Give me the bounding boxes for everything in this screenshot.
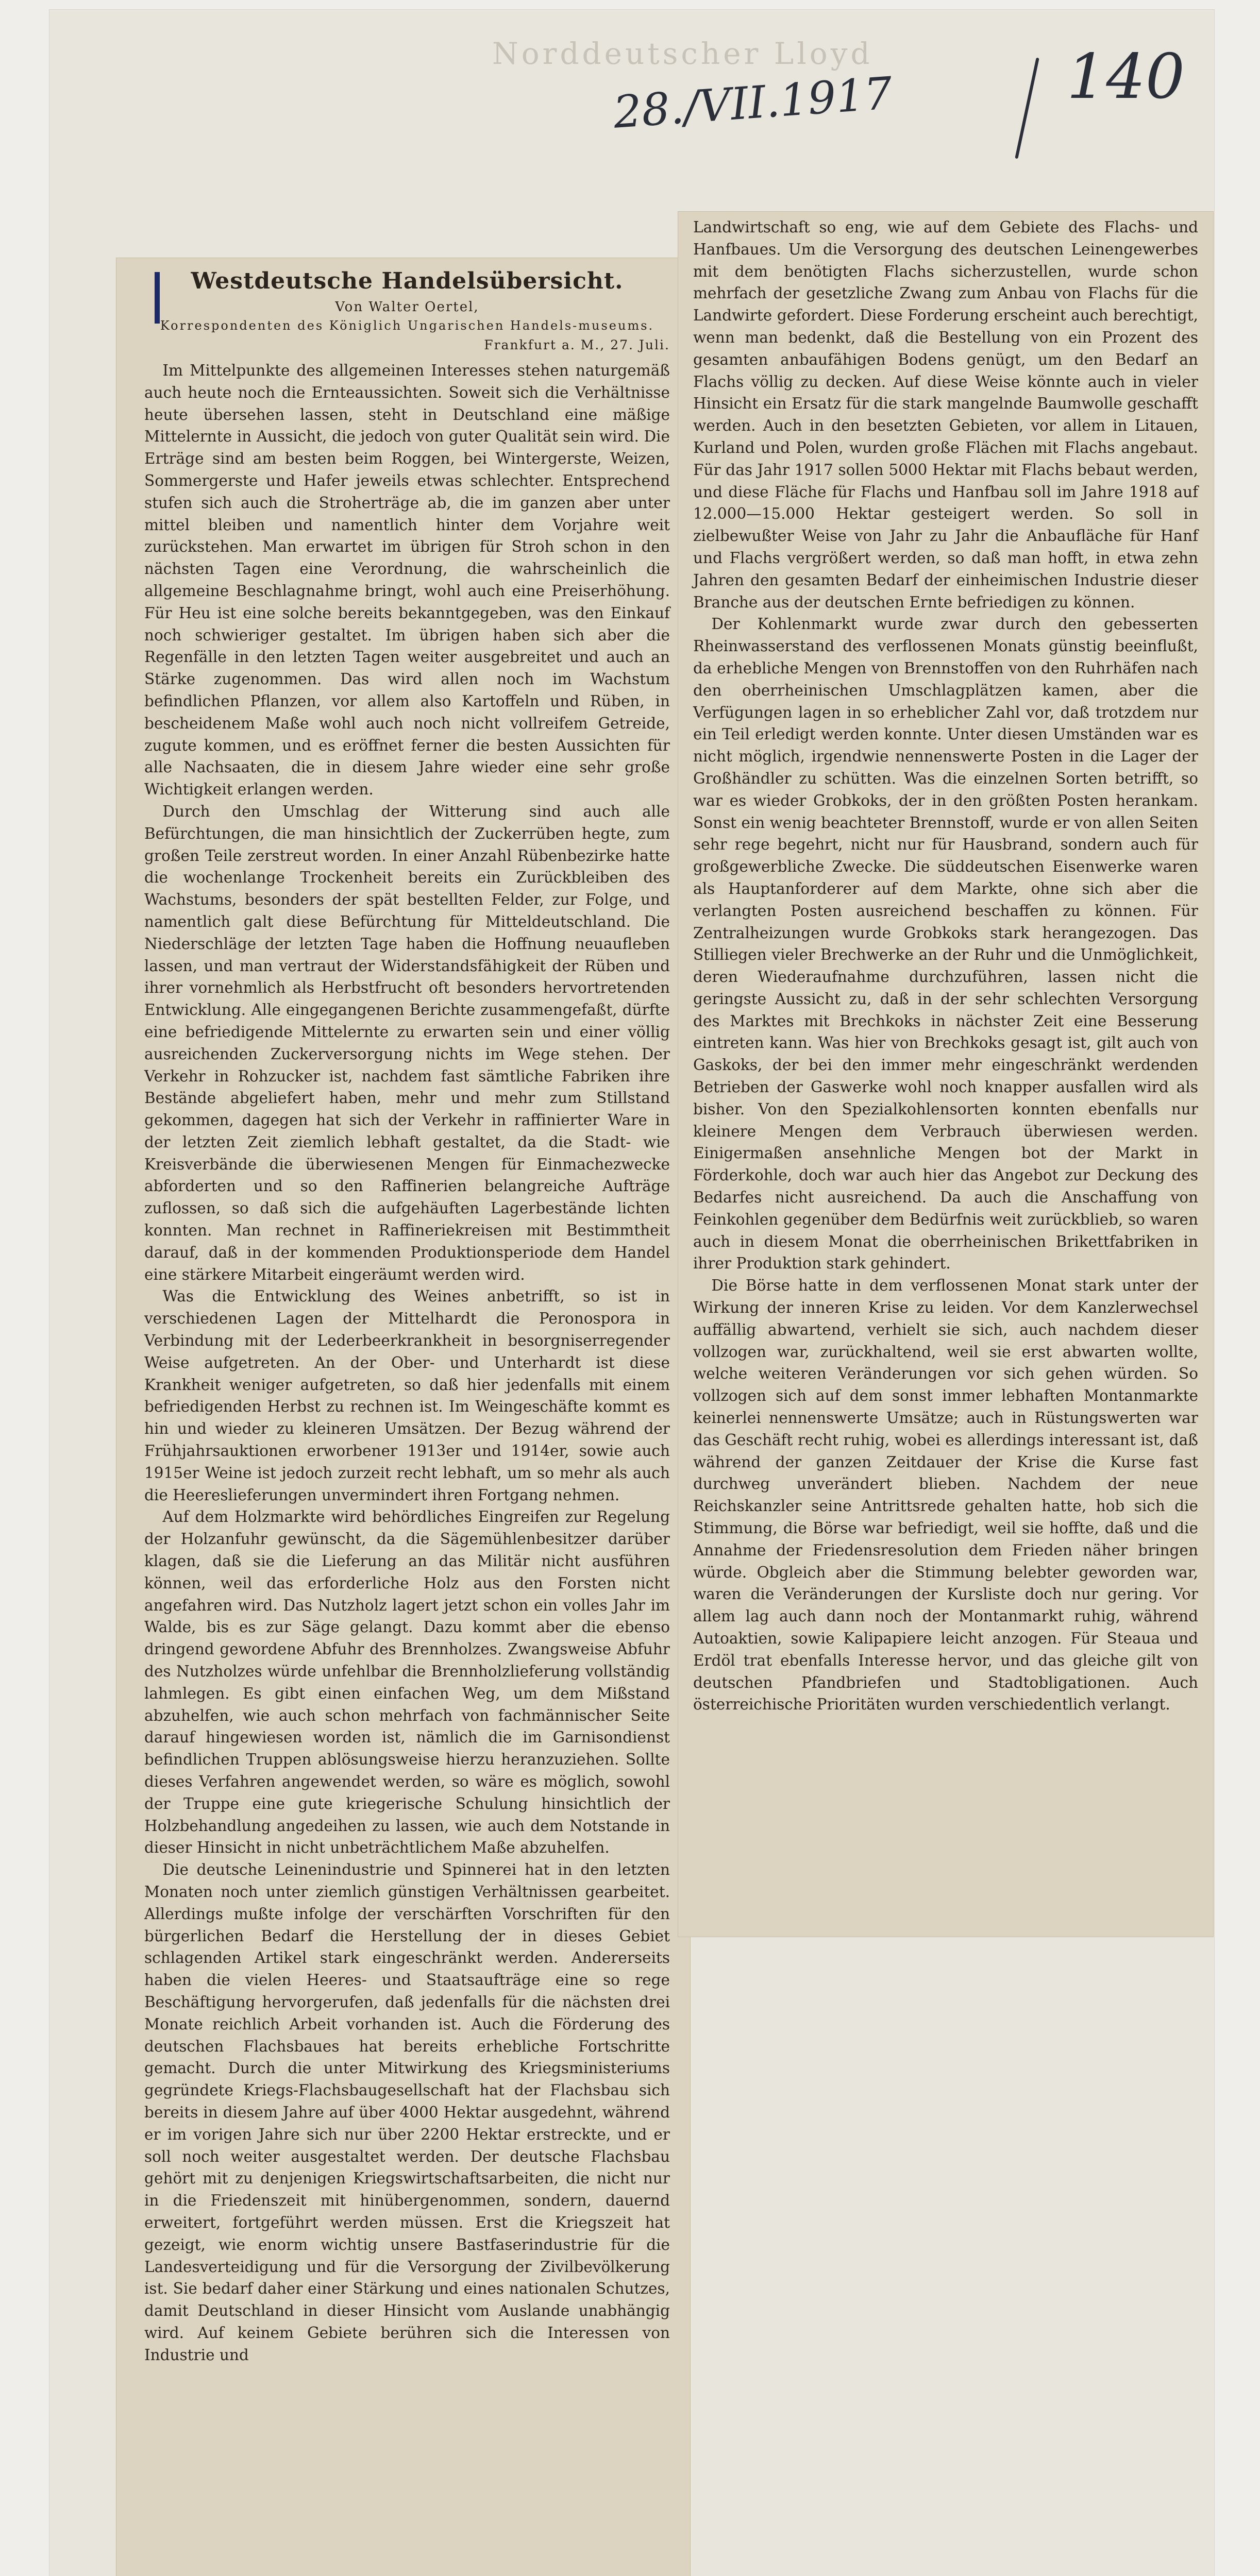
article-affiliation: Korrespondenten des Königlich Ungarischen Handels-museums.: [160, 318, 654, 333]
paragraph-ernte: Im Mittelpunkte des allgemeinen Interesses stehen naturgemäß auch heute noch die Ernteaussichten. Soweit sich die Verhältnisse heute übersehen lassen, steht in Deutschland eine mäßige Mittelernte in Aussicht, die jedoch von guter Qualität sein wird. Die Erträge sind am besten beim Roggen, bei Wintergerste, Weizen, Sommergerste und Hafer jeweils etwas schlechter. Entsprechend stufen sich auch die Stroherträge ab, die im ganzen aber unter mittel bleiben und namentlich hinter dem Vorjahre weit zurückstehen. Man erwartet im übrigen für Stroh schon in den nächsten Tagen eine Verordnung, die wahrscheinlich die allgemeine Beschlagnahme bringt, wohl auch eine Preiserhöhung. Für Heu ist eine solche bereits bekanntgegeben, was den Einkauf noch schwieriger gestaltet. Im übrigen haben sich aber die Regenfälle in den letzten Tagen weiter ausgebreitet und auch an Stärke zugenommen. Das wird allen noch im Wachstum befindlichen Pflanzen, vor allem also Kartoffeln und Rüben, in bescheidenem Maße wohl auch noch nicht vollreifem Getreide, zugute kommen, und es eröffnet ferner die besten Aussichten für alle Nachsaaten, die in diesem Jahre wieder eine sehr große Wichtigkeit erlangen werden.: [144, 362, 670, 799]
article-dateline: Frankfurt a. M., 27. Juli.: [484, 337, 670, 352]
clipping-left-column: [116, 258, 691, 2576]
clipping-right-column: [678, 211, 1214, 1937]
paragraph-zucker: Durch den Umschlag der Witterung sind auch alle Befürchtungen, die man hinsichtlich der Zuckerrüben hegte, zum großen Teile zerstreut worden. In einer Anzahl Rübenbezirke hatte die wochenlange Trockenheit bereits ein Zurückbleiben des Wachstums, besonders der spät bestellten Felder, zur Folge, und namentlich galt diese Befürchtung für Mitteldeutschland. Die Niederschläge der letzten Tage haben die Hoffnung neuaufleben lassen, und man vertraut der Widerstandsfähigkeit der Rüben und ihrer vornehmlich als Herbstfrucht oft besonders hervortretenden Entwicklung. Alle eingegangenen Berichte zusammengefaßt, dürfte eine befriedigende Mittelernte zu erwarten sein und einer völlig ausreichenden Zuckerversorgung nichts im Wege stehen. Der Verkehr in Rohzucker ist, nachdem fast sämtliche Fabriken ihre Bestände abgeliefert haben, mehr und mehr zum Stillstand gekommen, dagegen hat sich der Verkehr in raffinierter Ware in der letzten Zeit ziemlich lebhaft gestaltet, da die Stadt- wie Kreisverbände die überwiesenen Mengen für Einmachezwecke abforderten und so den Raffinerien belangreiche Aufträge zuflossen, so daß sich die aufgehäuften Lagerbestände lichten konnten. Man rechnet in Raffineriekreisen mit Bestimmtheit darauf, daß in der kommenden Produktionsperiode dem Handel eine stärkere Mitarbeit eingeräumt werden wird.: [144, 802, 670, 1283]
paragraph-boerse: Die Börse hatte in dem verflossenen Monat stark unter der Wirkung der inneren Krise zu leiden. Vor dem Kanzlerwechsel auffällig abwartend, verhielt sie sich, auch nachdem dieser vollzogen war, zurückhaltend, weil sie erst abwarten wollte, welche weiteren Veränderungen vor sich gehen würden. So vollzogen sich auf dem sonst immer lebhaften Montanmarkte keinerlei nennenswerte Umsätze; auch in Rüstungswerten war das Geschäft recht ruhig, wobei es allerdings interessant ist, daß während der ganzen Zeitdauer der Krise die Kurse fast durchweg unverändert blieben. Nachdem der neue Reichskanzler seine Antrittsrede gehalten hatte, hob sich die Stimmung, die Börse war befriedigt, weil sie hoffte, daß und die Annahme der Friedensresolution dem Frieden näher bringen würde. Obgleich aber die Stimmung belebter geworden war, waren die Veränderungen der Kursliste doch nur gering. Vor allem lag auch dann noch der Montanmarkt ruhig, während Autoaktien, sowie Kalipapiere leicht anzogen. Für Steaua und Erdöl trat ebenfalls Interesse hervor, und das gleiche gilt von deutschen Pfandbriefen und Stadtobligationen. Auch österreichische Prioritäten wurden verschiedentlich verlangt.: [693, 1277, 1198, 1714]
handwritten-date: 28./VII.1917: [612, 67, 894, 139]
handwritten-number: 140: [1067, 41, 1185, 113]
paragraph-flachs: Landwirtschaft so eng, wie auf dem Gebiete des Flachs- und Hanfbaues. Um die Versorgung des deutschen Leinengewerbes mit dem benötigten Flachs sicherzustellen, wurde schon mehrfach der gesetzliche Zwang zum Anbau von Flachs für die Landwirte gefordert. Diese Forderung erscheint auch berechtigt, wenn man bedenkt, daß die Bestellung von ein Prozent des gesamten anbaufähigen Bodens genügt, um den Bedarf an Flachs völlig zu decken. Auf diese Weise könnte auch in vieler Hinsicht ein Ersatz für die stark mangelnde Baumwolle geschafft werden. Auch in den besetzten Gebieten, vor allem in Litauen, Kurland und Polen, wurden große Flächen mit Flachs angebaut. Für das Jahr 1917 sollen 5000 Hektar mit Flachs bebaut werden, und diese Fläche für Flachs und Hanfbau soll im Jahre 1918 auf 12.000—15.000 Hektar gesteigert werden. So soll in zielbewußter Weise von Jahr zu Jahr die Anbaufläche für Hanf und Flachs vergrößert werden, so daß man hofft, in etwa zehn Jahren den gesamten Bedarf der einheimischen Industrie dieser Branche aus der deutschen Ernte befriedigen zu können.: [693, 218, 1198, 611]
paragraph-holz: Auf dem Holzmarkte wird behördliches Eingreifen zur Regelung der Holzanfuhr gewünscht, da die Sägemühlenbesitzer darüber klagen, daß sie die Lieferung an das Militär nicht ausführen können, weil das erforderliche Holz aus den Forsten nicht angefahren wird. Das Nutzholz lagert jetzt schon ein volles Jahr im Walde, bis es zur Säge gelangt. Dazu kommt aber die ebenso dringend gewordene Abfuhr des Brennholzes. Zwangsweise Abfuhr des Nutzholzes würde unfehlbar die Brennholzlieferung vollständig lahmlegen. Es gibt einen einfachen Weg, um dem Mißstand abzuhelfen, wie auch schon mehrfach von fachmännischer Seite darauf hingewiesen worden ist, nämlich die im Garnisondienst befindlichen Truppen ablösungsweise hierzu heranzuziehen. Sollte dieses Verfahren angewendet werden, so wäre es möglich, sowohl der Truppe eine gute kriegerische Schulung hinsichtlich der Holzbehandlung angedeihen zu lassen, wie auch dem Notstande in dieser Hinsicht in nicht unbeträchtlichem Maße abzuhelfen.: [144, 1508, 670, 1857]
article-byline: Von Walter Oertel,: [335, 299, 479, 315]
paragraph-wein: Was die Entwicklung des Weines anbetrifft, so ist in verschiedenen Lagen der Mittelhardt die Peronospora in Verbindung mit der Lederbeerkrankheit in besorgniserregender Weise aufgetreten. An der Ober- und Unterhardt ist diese Krankheit weniger aufgetreten, so daß hier jedenfalls mit einem befriedigenden Herbst zu rechnen ist. Im Weingeschäfte kommt es hin und wieder zu kleineren Umsätzen. Der Bezug während der Frühjahrsauktionen erworbener 1913er und 1914er, sowie auch 1915er Weine ist jedoch zurzeit recht lebhaft, um so mehr als auch die Heereslieferungen unvermindert ihren Fortgang nehmen.: [144, 1287, 670, 1504]
paragraph-leinen: Die deutsche Leinenindustrie und Spinnerei hat in den letzten Monaten noch unter ziemlich günstigen Verhältnissen gearbeitet. Allerdings mußte infolge der verschärften Vorschriften für den bürgerlichen Bedarf die Herstellung der in dieses Gebiet schlagenden Artikel stark eingeschränkt werden. Andererseits haben die vielen Heeres- und Staatsaufträge eine so rege Beschäftigung hervorgerufen, daß jedenfalls für die nächsten drei Monate reichlich Arbeit vorhanden ist. Auch die Förderung des deutschen Flachsbaues hat bereits erhebliche Fortschritte gemacht. Durch die unter Mitwirkung des Kriegsministeriums gegründete Kriegs-Flachsbaugesellschaft hat der Flachsbau sich bereits in diesem Jahre auf über 4000 Hektar ausgedehnt, während er im vorigen Jahre sich nur über 2200 Hektar erstreckte, und er soll noch weiter ausgestaltet werden. Der deutsche Flachsbau gehört mit zu denjenigen Kriegswirtschaftsarbeiten, die nicht nur in die Friedenszeit mit hinübergenommen, sondern, dauernd erweitert, fortgeführt werden müssen. Erst die Kriegszeit hat gezeigt, wie enorm wichtig unsere Bastfaserindustrie für die Landesverteidigung und für die Versorgung der Zivilbevölkerung ist. Sie bedarf daher einer Stärkung und eines nationalen Schutzes, damit Deutschland in dieser Hinsicht vom Auslande unabhängig wird. Auf keinem Gebiete berühren sich die Interessen von Industrie und: [144, 1861, 670, 2364]
archive-stamp: Norddeutscher Lloyd: [492, 36, 873, 71]
paragraph-kohle: Der Kohlenmarkt wurde zwar durch den gebesserten Rheinwasserstand des verflossenen Monats günstig beeinflußt, da erhebliche Mengen von Brennstoffen von den Ruhrhäfen nach den oberrheinischen Umschlagplätzen kamen, aber die Verfügungen lagen in so erheblicher Zahl vor, daß trotzdem nur ein Teil erledigt werden konnte. Unter diesen Umständen war es nicht möglich, irgendwie nennenswerte Posten in die Lager der Großhändler zu schütten. Was die einzelnen Sorten betrifft, so war es wieder Grobkoks, der in den größten Posten herankam. Sonst ein wenig beachteter Brennstoff, wurde er von allen Seiten sehr rege begehrt, nicht nur für Hausbrand, sondern auch für großgewerbliche Zwecke. Die süddeutschen Eisenwerke waren als Hauptanforderer auf dem Markte, ohne sich aber die verlangten Posten ausreichend beschaffen zu können. Für Zentralheizungen wurde Grobkoks stark herangezogen. Das Stilliegen vieler Brechwerke an der Ruhr und die Unmöglichkeit, deren Wiederaufnahme durchzuführen, lassen nicht die geringste Aussicht zu, daß in der sehr schlechten Versorgung des Marktes mit Brechkoks in nächster Zeit eine Besserung eintreten kann. Was hier von Brechkoks gesagt ist, gilt auch von Gaskoks, der bei den immer mehr eingeschränkt werdenden Betrieben der Gaswerke wohl noch knapper ausfallen wird als bisher. Von den Spezialkohlensorten konnten ebenfalls nur kleinere Mengen dem Verbrauch überwiesen werden. Einigermaßen ansehnliche Mengen bot der Markt in Förderkohle, doch war auch hier das Angebot zur Deckung des Bedarfes nicht ausreichend. Da auch die Anschaffung von Feinkohlen gegenüber dem Bedürfnis weit zurückblieb, so waren auch in diesem Monat die oberrheinischen Brikettfabriken in ihrer Produktion stark gehindert.: [693, 615, 1198, 1273]
blue-marker: [155, 272, 160, 324]
article-headline: Westdeutsche Handelsübersicht.: [191, 268, 624, 294]
